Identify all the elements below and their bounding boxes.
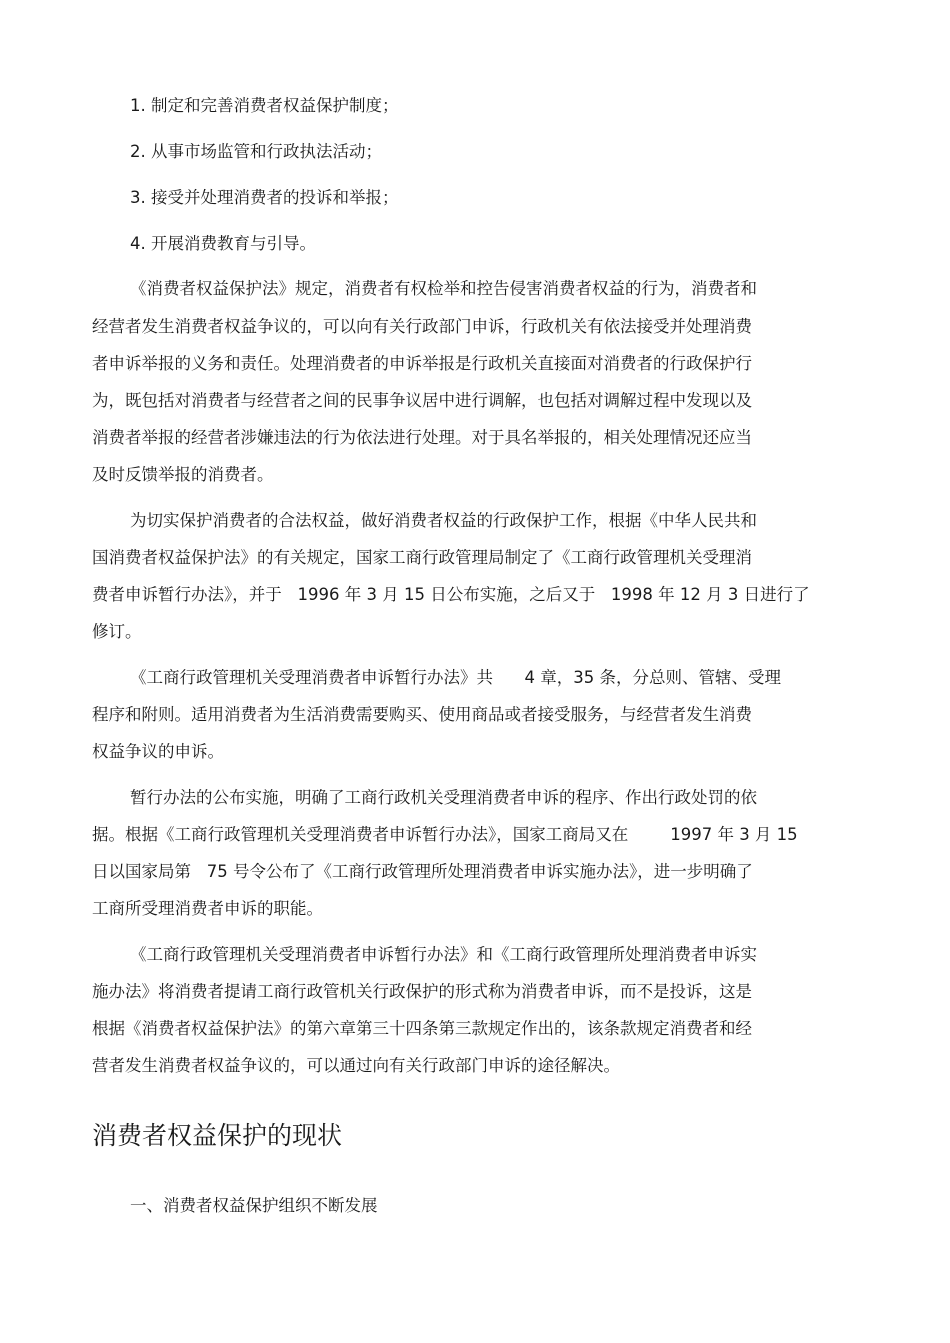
paragraph-line: 经营者发生消费者权益争议的，可以向有关行政部门申诉，行政机关有依法接受并处理消费 [92,317,752,336]
list-item-3: 3. 接受并处理消费者的投诉和举报； [130,188,399,207]
paragraph-line: 日以国家局第 75 号令公布了《工商行政管理所处理消费者申诉实施办法》，进一步明确了 [92,862,753,881]
paragraph-line: 《工商行政管理机关受理消费者申诉暂行办法》和《工商行政管理所处理消费者申诉实 [130,945,757,964]
paragraph-line: 费者申诉暂行办法》，并于 1996 年 3 月 15 日公布实施，之后又于 1998 年 12 月 3 日进行了 [92,585,810,604]
paragraph-line: 根据《消费者权益保护法》的第六章第三十四条第三款规定作出的，该条款规定消费者和经 [92,1019,752,1038]
paragraph-line: 营者发生消费者权益争议的，可以通过向有关行政部门申诉的途径解决。 [92,1056,620,1075]
paragraph-line: 暂行办法的公布实施，明确了工商行政机关受理消费者申诉的程序、作出行政处罚的依 [130,788,757,807]
paragraph-line: 为，既包括对消费者与经营者之间的民事争议居中进行调解，也包括对调解过程中发现以及 [92,391,752,410]
paragraph-line: 及时反馈举报的消费者。 [92,465,274,484]
paragraph-line: 《工商行政管理机关受理消费者申诉暂行办法》共 4 章，35 条，分总则、管辖、受理 [130,668,781,687]
list-item-2: 2. 从事市场监管和行政执法活动； [130,142,382,161]
list-item-4: 4. 开展消费教育与引导。 [130,234,316,253]
paragraph-line: 程序和附则。适用消费者为生活消费需要购买、使用商品或者接受服务，与经营者发生消费 [92,705,752,724]
paragraph-line: 者申诉举报的义务和责任。处理消费者的申诉举报是行政机关直接面对消费者的行政保护行 [92,354,752,373]
paragraph-line: 国消费者权益保护法》的有关规定，国家工商行政管理局制定了《工商行政管理机关受理消 [92,548,752,567]
paragraph-line: 《消费者权益保护法》规定，消费者有权检举和控告侵害消费者权益的行为，消费者和 [130,279,757,298]
paragraph-line: 据。根据《工商行政管理机关受理消费者申诉暂行办法》，国家工商局又在 1997 年 3 月 15 [92,825,798,844]
paragraph-line: 消费者举报的经营者涉嫌违法的行为依法进行处理。对于具名举报的，相关处理情况还应当 [92,428,752,447]
paragraph-line: 工商所受理消费者申诉的职能。 [92,899,323,918]
paragraph-line: 权益争议的申诉。 [92,742,224,761]
list-item-1: 1. 制定和完善消费者权益保护制度； [130,96,399,115]
paragraph-line: 修订。 [92,622,142,641]
paragraph-line: 施办法》将消费者提请工商行政管机关行政保护的形式称为消费者申诉，而不是投诉，这是 [92,982,752,1001]
paragraph-line: 为切实保护消费者的合法权益，做好消费者权益的行政保护工作，根据《中华人民共和 [130,511,757,530]
section-heading: 消费者权益保护的现状 [92,1121,343,1150]
subsection-heading: 一、消费者权益保护组织不断发展 [130,1196,378,1215]
